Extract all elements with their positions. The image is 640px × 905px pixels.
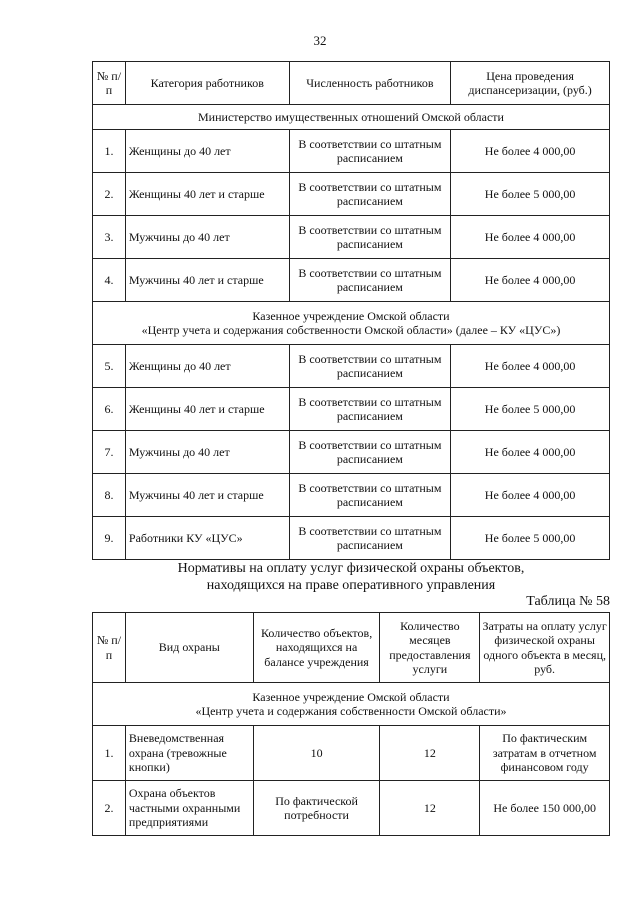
row-price: Не более 5 000,00	[451, 388, 610, 431]
row-number: 7.	[93, 431, 126, 474]
row-category: Женщины 40 лет и старше	[125, 388, 289, 431]
medical-exam-costs-table	[92, 61, 610, 560]
page-number: 32	[313, 33, 327, 48]
section-title	[93, 683, 610, 726]
row-category: Мужчины 40 лет и старше	[125, 474, 289, 517]
row-category: Мужчины 40 лет и старше	[125, 259, 289, 302]
row-object-count: По фактической потребности	[253, 781, 380, 836]
header-security-type: Вид охраны	[125, 613, 253, 683]
header-number: № п/п	[93, 62, 126, 105]
row-cost: По фактическим затратам в отчетном финансовом году	[480, 726, 610, 781]
table-header-row	[93, 613, 610, 683]
row-number: 4.	[93, 259, 126, 302]
row-category: Работники КУ «ЦУС»	[125, 517, 289, 560]
row-number: 5.	[93, 345, 126, 388]
section-title-line1: Казенное учреждение Омской области	[252, 689, 450, 704]
row-category: Женщины до 40 лет	[125, 345, 289, 388]
row-security-type: Охрана объектов частными охранными предприятиями	[125, 781, 253, 836]
section-row	[93, 105, 610, 130]
row-count: В соответствии со штатным расписанием	[289, 431, 451, 474]
row-price: Не более 4 000,00	[451, 216, 610, 259]
table-row	[93, 517, 610, 560]
table-row	[93, 259, 610, 302]
row-category: Женщины до 40 лет	[125, 130, 289, 173]
row-price: Не более 5 000,00	[451, 173, 610, 216]
table-header-row	[93, 62, 610, 105]
section-row	[93, 302, 610, 345]
row-number: 2.	[93, 173, 126, 216]
row-count: В соответствии со штатным расписанием	[289, 259, 451, 302]
row-count: В соответствии со штатным расписанием	[289, 173, 451, 216]
section-heading	[92, 560, 610, 594]
row-count: В соответствии со штатным расписанием	[289, 216, 451, 259]
header-object-count: Количество объектов, находящихся на балансе учреждения	[253, 613, 380, 683]
row-price: Не более 5 000,00	[451, 517, 610, 560]
row-count: В соответствии со штатным расписанием	[289, 474, 451, 517]
row-number: 6.	[93, 388, 126, 431]
row-count: В соответствии со штатным расписанием	[289, 345, 451, 388]
row-price: Не более 4 000,00	[451, 259, 610, 302]
section-title-line2: «Центр учета и содержания собственности Омской области»	[195, 704, 507, 718]
row-security-type: Вневедомственная охрана (тревожные кнопки)	[125, 726, 253, 781]
table-row	[93, 726, 610, 781]
row-number: 1.	[93, 726, 126, 781]
table-label: Таблица № 58	[526, 594, 610, 609]
security-services-table	[92, 612, 610, 836]
header-count: Численность работников	[289, 62, 451, 105]
section-title-line1: Казенное учреждение Омской области	[252, 308, 450, 323]
header-category: Категория работников	[125, 62, 289, 105]
table-row	[93, 781, 610, 836]
table-row	[93, 173, 610, 216]
table-row	[93, 216, 610, 259]
section-row	[93, 683, 610, 726]
row-category: Женщины 40 лет и старше	[125, 173, 289, 216]
row-price: Не более 4 000,00	[451, 431, 610, 474]
row-number: 3.	[93, 216, 126, 259]
row-count: В соответствии со штатным расписанием	[289, 130, 451, 173]
row-number: 1.	[93, 130, 126, 173]
row-category: Мужчины до 40 лет	[125, 216, 289, 259]
row-number: 8.	[93, 474, 126, 517]
section-title: Министерство имущественных отношений Омской области	[93, 105, 610, 130]
row-category: Мужчины до 40 лет	[125, 431, 289, 474]
header-cost: Затраты на оплату услуг физической охраны одного объекта в месяц, руб.	[480, 613, 610, 683]
row-count: В соответствии со штатным расписанием	[289, 388, 451, 431]
row-count: В соответствии со штатным расписанием	[289, 517, 451, 560]
row-cost: Не более 150 000,00	[480, 781, 610, 836]
heading-line1: Нормативы на оплату услуг физической охраны объектов,	[177, 561, 525, 576]
header-price: Цена проведения диспансеризации, (руб.)	[451, 62, 610, 105]
table-row	[93, 431, 610, 474]
row-number: 9.	[93, 517, 126, 560]
table-row	[93, 388, 610, 431]
row-object-count: 10	[253, 726, 380, 781]
row-price: Не более 4 000,00	[451, 474, 610, 517]
section-title-line2: «Центр учета и содержания собственности Омской области» (далее – КУ «ЦУС»)	[141, 323, 561, 337]
table-row	[93, 345, 610, 388]
heading-line2: находящихся на праве оперативного управления	[206, 578, 496, 593]
row-price: Не более 4 000,00	[451, 345, 610, 388]
header-number: № п/п	[93, 613, 126, 683]
table-row	[93, 474, 610, 517]
table-row	[93, 130, 610, 173]
row-months: 12	[380, 781, 480, 836]
section-title	[93, 302, 610, 345]
header-months: Количество месяцев предоставления услуги	[380, 613, 480, 683]
row-months: 12	[380, 726, 480, 781]
row-number: 2.	[93, 781, 126, 836]
row-price: Не более 4 000,00	[451, 130, 610, 173]
